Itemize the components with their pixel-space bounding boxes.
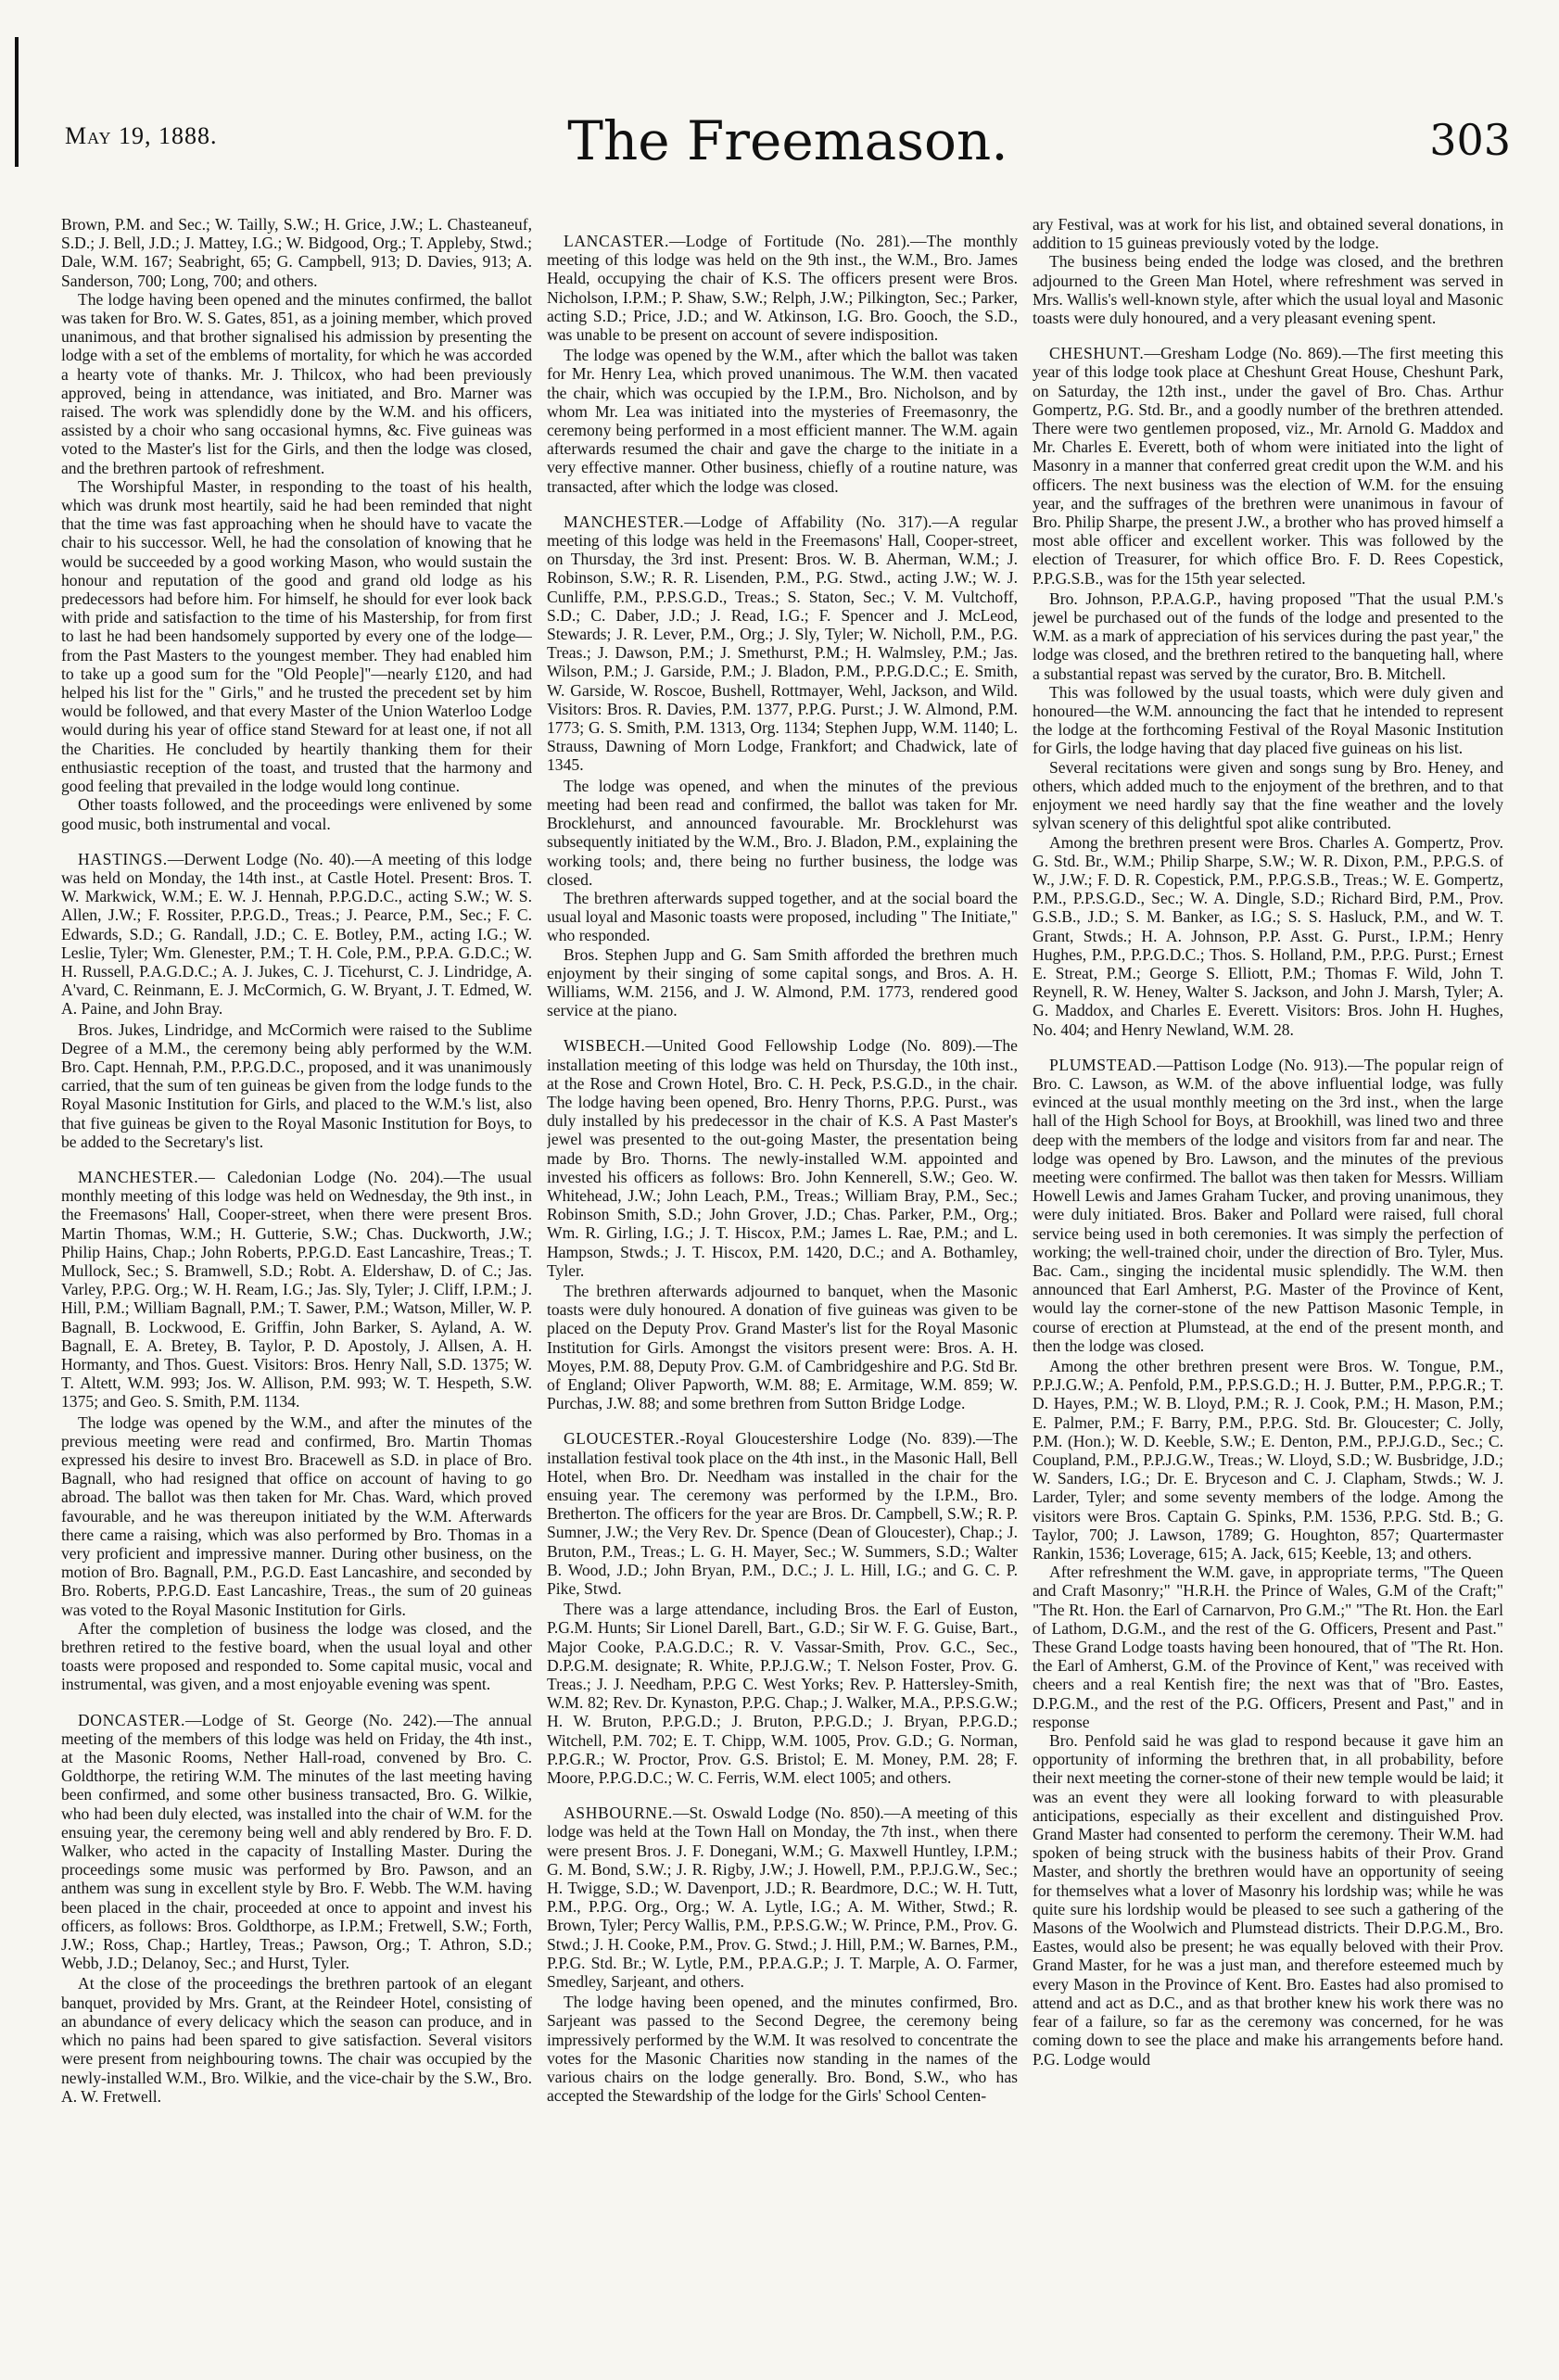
article-paragraph: The lodge was opened by the W.M., and after the minutes of the previous meeting were read and confirmed, Bro. Martin Thomas expressed his desire to invest Bro. Bracewell as S.D. in place of Bro. Bagnall, who had resigned that office on account of having to go abroad. The ballot was then taken for Mr. Chas. Ward, which proved favourable, and he was thereupon initiated by the W.M. Afterwards there came a raising, which was also performed by Bro. Thomas in a very proficient and impressive manner. During other business, on the motion of Bro. Bagnall, P.M., P.G.D. East Lancashire, and seconded by Bro. Roberts, P.P.G.D. East Lancashire, Treas., the sum of 20 guineas was voted to the Royal Masonic Institution for Girls.: [61, 1412, 532, 1619]
report-lead-text: -Royal Gloucestershire Lodge (No. 839).—The installation festival took place on the 4th inst., in the Masonic Hall, Bell Hotel, when Bro. Dr. Needham was installed in the chair for the ensuing year. The ceremony was performed by the I.P.M., Bro. Bretherton. The officers for the year are Bros. Dr. Campbell, S.W.; R. P. Sumner, J.W.; the Very Rev. Dr. Spence (Dean of Gloucester), Chap.; J. Bruton, P.M., Treas.; L. G. H. Mayer, Sec.; W. Summers, S.D.; Walter B. Wood, J.D.; John Bryan, P.M., D.C.; J. L. Hill, I.G.; and G. C. P. Pike, Stwd.: [547, 1429, 1018, 1599]
article-paragraph: Bro. Johnson, P.P.A.G.P., having proposed "That the usual P.M.'s jewel be purchased out of the funds of the lodge and presented to the W.M. as a mark of appreciation of his services during the past year," the lodge was closed, and the brethren retired to the banqueting hall, where a substantial repast was served by the curator, Bro. B. Mitchell.: [1033, 589, 1503, 683]
article-paragraph: ary Festival, was at work for his list, and obtained several donations, in addition to 15 guineas previously voted by the lodge.: [1033, 215, 1503, 253]
report-place-heading: DONCASTER.: [78, 1710, 185, 1729]
issue-date: May 19, 1888.: [65, 122, 218, 149]
article-paragraph: The lodge having been opened and the minutes confirmed, the ballot was taken for Bro. W. S. Gates, 851, as a joining member, which proved unanimous, and that brother signalised his admission by presenting the lodge with a set of the emblems of mortality, for which he was accorded a hearty vote of thanks. Mr. J. Thilcox, who had been previously approved, being in attendance, was initiated, and Bro. Marner was raised. The work was splendidly done by the W.M. and his officers, assisted by a choir who sang occasional hymns, &c. Five guineas was voted to the Master's list for the Girls, and then the lodge was closed, and the brethren partook of refreshment.: [61, 289, 532, 477]
report-place-heading: HASTINGS.: [78, 849, 168, 868]
report-lead-text: —Pattison Lodge (No. 913).—The popular reign of Bro. C. Lawson, as W.M. of the above influential lodge, was fully evinced at the usual monthly meeting on the 3rd inst., when the large hall of the High School for Boys, at Brookhill, was lined two and three deep with the members of the lodge and visitors from far and near. The lodge was opened by Bro. Lawson, and the minutes of the previous meeting were confirmed. The ballot was then taken for Messrs. William Howell Lewis and James Graham Tucker, and proving unanimous, they were duly initiated. Bros. Baker and Pollard were raised, full choral service being used in both ceremonies. It was simply the perfection of working; the well-trained choir, under the direction of Bro. Tyler, Mus. Bac. Cam., singing the incidental music splendidly. The W.M. then announced that Earl Amherst, P.G. Master of the Province of Kent, would lay the corner-stone of the new Pattison Masonic Temple, in course of erection at Plumstead, at the end of the present month, and then the lodge was closed.: [1033, 1055, 1503, 1355]
article-paragraph: Bro. Penfold said he was glad to respond because it gave him an opportunity of informing the brethren that, in all probability, before their next meeting the corner-stone of their new temple would be laid; it was an event they were all looking forward to with pleasurable anticipations, especially as their excellent and distinguished Prov. Grand Master had consented to perform the ceremony. Their W.M. had spoken of being struck with the business habits of their Prov. Grand Master, and shortly the brethren would have an opportunity of seeing for themselves what a lover of Masonry his lordship was; while he was quite sure his lordship would be pleased to see such a gathering of the Masons of the Woolwich and Plumstead districts. Their D.P.G.M., Bro. Eastes, would also be present; he was equally beloved with their Prov. Grand Master, for he was a just man, and therefore esteemed much by every Mason in the Province of Kent. Bro. Eastes had also promised to attend and act as D.C., and as that brother knew his work there was no fear of a failure, so far as the ceremony was concerned, for he was coming down to see the place and make his arrangements before hand. P.G. Lodge would: [1033, 1731, 1503, 2069]
report-lead-text: —Lodge of Affability (No. 317).—A regular meeting of this lodge was held in the Freemasons' Hall, Cooper-street, on Thursday, the 3rd inst. Present: Bros. W. B. Aherman, W.M.; J. Robinson, S.W.; R. R. Lisenden, P.M., P.G. Stwd., acting J.W.; W. J. Cunliffe, P.M., P.P.S.G.D., Treas.; S. Staton, Sec.; V. M. Vultchoff, S.D.; C. Daber, J.D.; J. Read, I.G.; F. Spencer and J. McLeod, Stewards; J. R. Lever, P.M., Org.; J. Sly, Tyler; W. Nicholl, P.M., P.G. Treas.; J. Dawson, P.M.; J. Smethurst, P.M.; H. Walmsley, P.M.; Jas. Wilson, P.M.; J. Garside, P.M.; J. Bladon, P.M., P.P.G.D.C.; E. Smith, W. Garside, W. Roscoe, Bushell, Rottmayer, Wehl, Jackson, and Wild. Visitors: Bros. R. Davies, P.M. 1377, P.P.G. Purst.; J. W. Almond, P.M. 1773; G. S. Smith, P.M. 1313, Org. 1134; Stephen Jupp, W.M. 1140; L. Strauss, Dawning of Morn Lodge, Frankfort; and Chadwick, late of 1345.: [547, 512, 1018, 775]
article-paragraph: The brethren afterwards adjourned to banquet, when the Masonic toasts were duly honoured. A donation of five guineas was given to be placed on the Deputy Prov. Grand Master's list for the Royal Masonic Institution for Girls. Amongst the visitors present were: Bros. A. H. Moyes, P.M. 88, Deputy Prov. G.M. of Cambridgeshire and P.G. Std Br. of England; Oliver Papworth, W.M. 88; E. Armitage, W.M. 859; W. Purchas, J.W. 88; and some brethren from Sutton Bridge Lodge.: [547, 1281, 1018, 1413]
masthead: [65, 109, 1511, 193]
report-lead-text: —Lodge of Fortitude (No. 281).—The monthly meeting of this lodge was held on the 9th inst., the W.M., Bro. James Heald, occupying the chair of K.S. The officers present were Bros. Nicholson, I.P.M.; P. Shaw, S.W.; Relph, J.W.; Pilkington, Sec.; Parker, acting S.D.; Price, J.D.; and W. Atkinson, I.G. Bro. Gooch, the S.D., was unable to be present on account of severe indisposition.: [547, 232, 1018, 345]
report-lead-text: —St. Oswald Lodge (No. 850).—A meeting of this lodge was held at the Town Hall on Monday, the 7th inst., when there were present Bros. J. F. Donegani, W.M.; G. Maxwell Huntley, I.P.M.; G. M. Bond, S.W.; J. R. Rigby, J.W.; J. Howell, P.M., P.P.J.G.W., Sec.; H. Twigge, S.D.; W. Davenport, J.D.; R. Beardmore, D.C.; W. H. Tutt, P.M., P.P.G. Org., Org.; W. A. Lytle, I.G.; A. M. Wither, Stwd.; R. Brown, Tyler; Percy Wallis, P.M., P.P.S.G.W.; W. Prince, P.M., Prov. G. Stwd.; J. H. Cooke, P.M., Prov. G. Stwd.; J. Hill, P.M.; W. Barnes, P.M., P.P.G. Std. Br.; W. Lytle, P.M., P.P.A.G.P.; J. T. Marple, A. O. Farmer, Smedley, Sarjeant, and others.: [547, 1804, 1018, 1992]
report-heading-paragraph: [1033, 1056, 1503, 1355]
article-paragraph: After the completion of business the lodge was closed, and the brethren retired to the festive board, when the usual loyal and other toasts were proposed and responded to. Some capital music, vocal and instrumental, was given, and a most enjoyable evening was spent.: [61, 1618, 532, 1694]
column-3: [1033, 215, 1503, 2347]
report-heading-paragraph: [547, 1036, 1018, 1280]
report-heading-paragraph: [547, 1804, 1018, 1991]
report-heading-paragraph: [547, 232, 1018, 344]
article-paragraph: Among the other brethren present were Bros. W. Tongue, P.M., P.P.J.G.W.; A. Penfold, P.M., P.P.S.G.D.; H. J. Butter, P.M., P.P.G.R.; T. D. Hayes, P.M.; W. B. Lloyd, P.M.; R. J. Cook, P.M.; H. Mason, P.M.; E. Palmer, P.M.; F. Barry, P.M., P.P.G. Std. Br. Gloucester; C. Jolly, P.M. (Hon.); W. D. Keeble, S.W.; E. Denton, P.M., P.P.J.G.D., Sec.; C. Coupland, P.M., P.P.J.G.W., Treas.; W. Lloyd, S.D.; W. Busbridge, J.D.; W. Sanders, I.G.; Dr. E. Bryceson and C. J. Clapham, Stwds.; W. J. Larder, Tyler; and some seventy members of the lodge. Among the visitors were Bros. Captain G. Spinks, P.M. 1536, P.P.G. Std. B.; G. Taylor, 700; J. Lawson, 1789; G. Houghton, 857; Quartermaster Rankin, 1536; Loverage, 615; A. Jack, 615; Keeble, 13; and others.: [1033, 1356, 1503, 1563]
report-place-heading: MANCHESTER.: [564, 512, 685, 531]
report-place-heading: LANCASTER.: [564, 232, 670, 250]
report-place-heading: WISBECH.: [564, 1036, 646, 1056]
article-paragraph: The lodge was opened by the W.M., after which the ballot was taken for Mr. Henry Lea, which proved unanimous. The W.M. then vacated the chair, which was occupied by the I.P.M., Bro. Nicholson, and by whom Mr. Lea was initiated into the mysteries of Freemasonry, the ceremony being performed in a most efficient manner. The W.M. again afterwards resumed the chair and gave the charge to the initiate in a very effective manner. Other business, chiefly of a routine nature, was transacted, after which the lodge was closed.: [547, 346, 1018, 496]
article-paragraph: At the close of the proceedings the brethren partook of an elegant banquet, provided by Mrs. Grant, at the Reindeer Hotel, consisting of an abundance of every delicacy which the season can produce, and in which no pains had been spared to give satisfaction. Several visitors were present from neighbouring towns. The chair was occupied by the newly-installed W.M., Bro. Wilkie, and the vice-chair by the S.W., Bro. A. W. Fretwell.: [61, 1974, 532, 2106]
report-lead-text: —Lodge of St. George (No. 242).—The annual meeting of the members of this lodge was held on Friday, the 4th inst., at the Masonic Rooms, Nether Hall-road, convened by Bro. C. Goldthorpe, the retiring W.M. The minutes of the last meeting having been confirmed, and some other business transacted, Bro. G. Wilkie, who had been duly elected, was installed into the chair of W.M. for the ensuing year, the ceremony being well and ably rendered by Bro. F. D. Walker, who acted in the capacity of Installing Master. During the proceedings some music was performed by Bro. Pawson, and an anthem was sung in excellent style by Bro. F. Webb. The W.M. having been placed in the chair, proceeded at once to appoint and invest his officers, as follows: Bros. Goldthorpe, as I.P.M.; Fretwell, S.W.; Forth, J.W.; Ross, Chap.; Hartley, Treas.; Pawson, Org.; T. Athron, S.D.; Webb, J.D.; Delanoy, Sec.; and Hurst, Tyler.: [61, 1710, 532, 1973]
report-lead-text: —Gresham Lodge (No. 869).—The first meeting this year of this lodge took place at Cheshunt Great House, Cheshunt Park, on Saturday, the 12th inst., under the gavel of Bro. Chas. Arthur Gompertz, P.G. Std. Br., and a goodly number of the brethren attended. There were two gentlemen proposed, viz., Mr. Arnold G. Maddox and Mr. Charles E. Everett, both of whom were initiated into the light of Masonry in a manner that conferred great credit upon the W.M. and his officers. The next business was the election of W.M. for the ensuing year, and the suffrages of the brethren were unanimous in favour of Bro. Philip Sharpe, the present J.W., a brother who has proved himself a most able officer and excellent worker. This was followed by the election of Treasurer, for which office Bro. F. D. Rees Copestick, P.P.G.S.B., was for the 15th year selected.: [1033, 344, 1503, 588]
report-heading-paragraph: [61, 850, 532, 1019]
column-2: [547, 215, 1018, 2347]
article-paragraph: After refreshment the W.M. gave, in appropriate terms, "The Queen and Craft Masonry;" "H.R.H. the Prince of Wales, G.M of the Craft;" "The Rt. Hon. the Earl of Carnarvon, Pro G.M.;" "The Rt. Hon. the Earl of Lathom, D.G.M., and the rest of the G. Officers, Present and Past." These Grand Lodge toasts having been honoured, that of "The Rt. Hon. the Earl of Amherst, G.M. of the Province of Kent," was received with cheers and a real Kentish fire; the next was that of "Bro. Eastes, D.P.G.M., and the rest of the P.G. Officers, Present and Past," and in response: [1033, 1563, 1503, 1731]
report-heading-paragraph: [547, 513, 1018, 775]
article-paragraph: The lodge having been opened, and the minutes confirmed, Bro. Sarjeant was passed to the Second Degree, the ceremony being impressively performed by the W.M. It was resolved to concentrate the votes for the Masonic Charities now standing in the names of the various chairs on the lodge generally. Bro. Bond, S.W., who has accepted the Stewardship of the lodge for the Girls' School Centen-: [547, 1993, 1018, 2106]
report-place-heading: CHESHUNT.: [1049, 344, 1145, 363]
article-paragraph: The business being ended the lodge was closed, and the brethren adjourned to the Green Man Hotel, where refreshment was served in Mrs. Wallis's well-known style, after which the usual loyal and Masonic toasts were duly honoured, and a very pleasant evening spent.: [1033, 252, 1503, 328]
article-paragraph: Several recitations were given and songs sung by Bro. Heney, and others, which added much to the enjoyment of the brethren, and to that enjoyment we need hardly say that the fine weather and the lovely sylvan scenery of this delightful spot alike contributed.: [1033, 757, 1503, 833]
article-paragraph: This was followed by the usual toasts, which were duly given and honoured—the W.M. announcing the fact that he intended to represent the lodge at the forthcoming Festival of the Royal Masonic Institution for Girls, the lodge having that day placed five guineas on his list.: [1033, 682, 1503, 758]
report-heading-paragraph: [1033, 344, 1503, 588]
column-1: [61, 215, 532, 2347]
article-paragraph: There was a large attendance, including Bros. the Earl of Euston, P.G.M. Hunts; Sir Lionel Darell, Bart., G.D.; Sir W. F. G. Guise, Bart., Major Cooke, P.A.G.D.C.; R. V. Vassar-Smith, Prov. G.C., Sec., D.P.G.M. designate; R. White, P.P.J.G.W.; T. Nelson Foster, Prov. G. Treas.; J. J. Needham, P.P.G C. West Yorks; Rev. P. Hattersley-Smith, W.M. 82; Rev. Dr. Kynaston, P.P.G. Chap.; J. Walker, M.A., P.P.S.G.W.; H. W. Bruton, P.P.G.D.; J. Bruton, P.P.G.D.; J. Bryan, P.P.G.D.; Witchell, P.M. 702; E. T. Chipp, W.M. 1005, Prov. G.D.; G. Norman, P.P.G.R.; W. Proctor, Prov. G.S. Bristol; E. M. Money, P.M. 28; F. Moore, P.P.G.D.C.; W. C. Ferris, W.M. elect 1005; and others.: [547, 1600, 1018, 1788]
report-lead-text: — Caledonian Lodge (No. 204).—The usual monthly meeting of this lodge was held on Wednesday, the 9th inst., in the Freemasons' Hall, Cooper-street, when there were present Bros. Martin Thomas, W.M.; H. Gutterie, S.W.; Chas. Duckworth, J.W.; Philip Hains, Chap.; John Roberts, P.P.G.D. East Lancashire, Treas.; T. Mullock, Sec.; S. Bramwell, S.D.; Robt. A. Eldershaw, D. of C.; Jas. Varley, P.P.G. Org.; W. H. Ream, I.G.; Jas. Sly, Tyler; J. Cliff, I.P.M.; J. Hill, P.M.; William Bagnall, P.M.; T. Sawer, P.M.; Watson, Miller, W. P. Bagnall, B. Lockwood, E. Griffin, John Barker, S. Ayland, A. W. Bagnall, E. A. Bretey, B. Taylor, P. D. Apostoly, J. Allsen, A. H. Hormanty, and Thos. Guest. Visitors: Bros. Henry Nall, S.D. 1375; W. T. Altett, W.M. 993; Jos. W. Allison, P.M. 993; W. T. Hespeth, S.W. 1375; and Geo. S. Smith, P.M. 1134.: [61, 1167, 532, 1412]
margin-rule: [15, 37, 19, 167]
report-place-heading: PLUMSTEAD.: [1049, 1055, 1157, 1074]
report-heading-paragraph: [61, 1711, 532, 1973]
article-paragraph: The brethren afterwards supped together, and at the social board the usual loyal and Masonic toasts were proposed, including " The Initiate," who responded.: [547, 888, 1018, 945]
report-place-heading: MANCHESTER.: [78, 1167, 199, 1186]
article-paragraph: Among the brethren present were Bros. Charles A. Gompertz, Prov. G. Std. Br., W.M.; Philip Sharpe, S.W.; W. R. Dixon, P.M., P.P.G.S. of W., J.W.; F. D. R. Copestick, P.M., P.P.G.S.B., Treas.; W. E. Gompertz, P.M., P.P.S.G.D., Sec.; W. A. Dingle, S.D.; Richard Bird, P.M., Prov. G.S.B., J.D.; S. M. Banker, as I.G.; S. S. Hasluck, P.M., and W. T. Grant, Stwds.; H. A. Johnson, P.P. Asst. G. Purst., I.P.M.; Henry Hughes, P.M., P.P.G.D.C.; Thos. S. Holland, P.M., P.P.G. Purst.; Ernest E. Streat, P.M.; George S. Elliott, P.M.; Thomas F. Wild, John T. Reynell, R. W. Heney, Walter S. Jackson, and John J. Marsh, Tyler; A. G. Maddox, and Charles E. Everett. Visitors: Bros. John H. Hughes, No. 404; and Henry Newland, W.M. 28.: [1033, 832, 1503, 1039]
newspaper-title: The Freemason.: [567, 109, 1008, 172]
article-paragraph: Bros. Jukes, Lindridge, and McCormich were raised to the Sublime Degree of a M.M., the ceremony being ably performed by the W.M. Bro. Capt. Hennah, P.M., P.P.G.D.C., proposed, and it was unanimously carried, that the sum of ten guineas be given from the lodge funds to the Royal Masonic Institution for Girls, and placed to the W.M.'s list, also that five guineas be given to the Royal Masonic Institution for Boys, to be added to the Secretary's list.: [61, 1019, 532, 1151]
report-heading-paragraph: [61, 1168, 532, 1412]
article-paragraph: The lodge was opened, and when the minutes of the previous meeting had been read and confirmed, the ballot was taken for Mr. Brocklehurst, and announced favourable. Mr. Brocklehurst was subsequently initiated by the W.M., Bro. J. Bladon, P.M., explaining the working tools; and, there being no further business, the lodge was closed.: [547, 776, 1018, 889]
report-lead-text: —United Good Fellowship Lodge (No. 809).—The installation meeting of this lodge was held on Thursday, the 10th inst., at the Rose and Crown Hotel, Bro. C. H. Peck, P.S.G.D., in the chair. The lodge having been opened, Bro. Henry Thorns, P.P.G. Purst., was duly installed by his predecessor in the chair of K.S. A Past Master's jewel was presented to the out-going Master, the presentation being made by Bro. Thorns. The newly-installed W.M. appointed and invested his officers as follows: Bro. John Kennerell, S.W.; Geo. W. Whitehead, J.W.; John Leach, P.M., Treas.; William Bray, P.M., Sec.; Robinson Smith, S.D.; John Grover, J.D.; Chas. Parker, P.M., Org.; Wm. R. Girling, I.G.; J. T. Hiscox, P.M.; James L. Rae, P.M.; and L. Hampson, Stwds.; J. T. Hiscox, P.M. 1420, D.C.; and A. Bothamley, Tyler.: [547, 1036, 1018, 1280]
page-number: 303: [1429, 115, 1511, 165]
article-paragraph: Other toasts followed, and the proceedings were enlivened by some good music, both instrumental and vocal.: [61, 795, 532, 833]
report-heading-paragraph: [547, 1429, 1018, 1598]
report-place-heading: ASHBOURNE.: [564, 1804, 673, 1823]
report-lead-text: —Derwent Lodge (No. 40).—A meeting of this lodge was held on Monday, the 14th inst., at Castle Hotel. Present: Bros. T. W. Markwick, W.M.; E. W. J. Hennah, P.P.G.D.C., acting S.W.; W. S. Allen, J.W.; F. Rossiter, P.P.G.D., Treas.; J. Pearce, P.M., Sec.; F. C. Edwards, S.D.; G. Randall, J.D.; C. E. Botley, P.M., acting I.G.; W. Leslie, Tyler; Wm. Glenester, P.M.; T. H. Cole, P.M., P.P.A. G.D.C.; W. H. Russell, P.A.G.D.C.; A. J. Jukes, C. J. Ticehurst, C. J. Lindridge, A. A'vard, C. Reinmann, E. J. McCormich, G. W. Bryant, J. T. Edmed, W. A. Paine, and John Bray.: [61, 849, 532, 1019]
article-paragraph: Bros. Stephen Jupp and G. Sam Smith afforded the brethren much enjoyment by their singing of some capital songs, and Bros. A. H. Williams, W.M. 2156, and J. W. Almond, P.M. 1773, rendered good service at the piano.: [547, 944, 1018, 1020]
report-place-heading: GLOUCESTER.: [564, 1429, 680, 1449]
article-paragraph: Brown, P.M. and Sec.; W. Tailly, S.W.; H. Grice, J.W.; L. Chasteaneuf, S.D.; J. Bell, J.D.; J. Mattey, I.G.; W. Bidgood, Org.; T. Appleby, Stwd.; Dale, W.M. 167; Seabright, 65; G. Campbell, 913; D. Davies, 913; A. Sanderson, 700; Long, 700; and others.: [61, 215, 532, 290]
article-paragraph: The Worshipful Master, in responding to the toast of his health, which was drunk most heartily, said he had been reminded that night that the time was fast approaching when he should have to vacate the chair to his successor. Well, he had the consolation of knowing that he would be succeeded by a good working Mason, who would sustain the honour and reputation of the good and grand old lodge as his predecessors had before him. For himself, he should for ever look back with pride and satisfaction to the time of his Mastership, for from first to last he had been handsomely supported by every one of the lodge—from the Past Masters to the youngest member. They had enabled him to take up a good sum for the "Old People]"—nearly £120, and had helped his list for the " Girls," and he trusted the precedent set by him would be followed, and that every Master of the Union Waterloo Lodge would during his year of office stand Steward for at least one, if not all the Charities. He concluded by heartily thanking them for their enthusiastic reception of the toast, and trusted that the harmony and good feeling that prevailed in the lodge would long continue.: [61, 476, 532, 796]
